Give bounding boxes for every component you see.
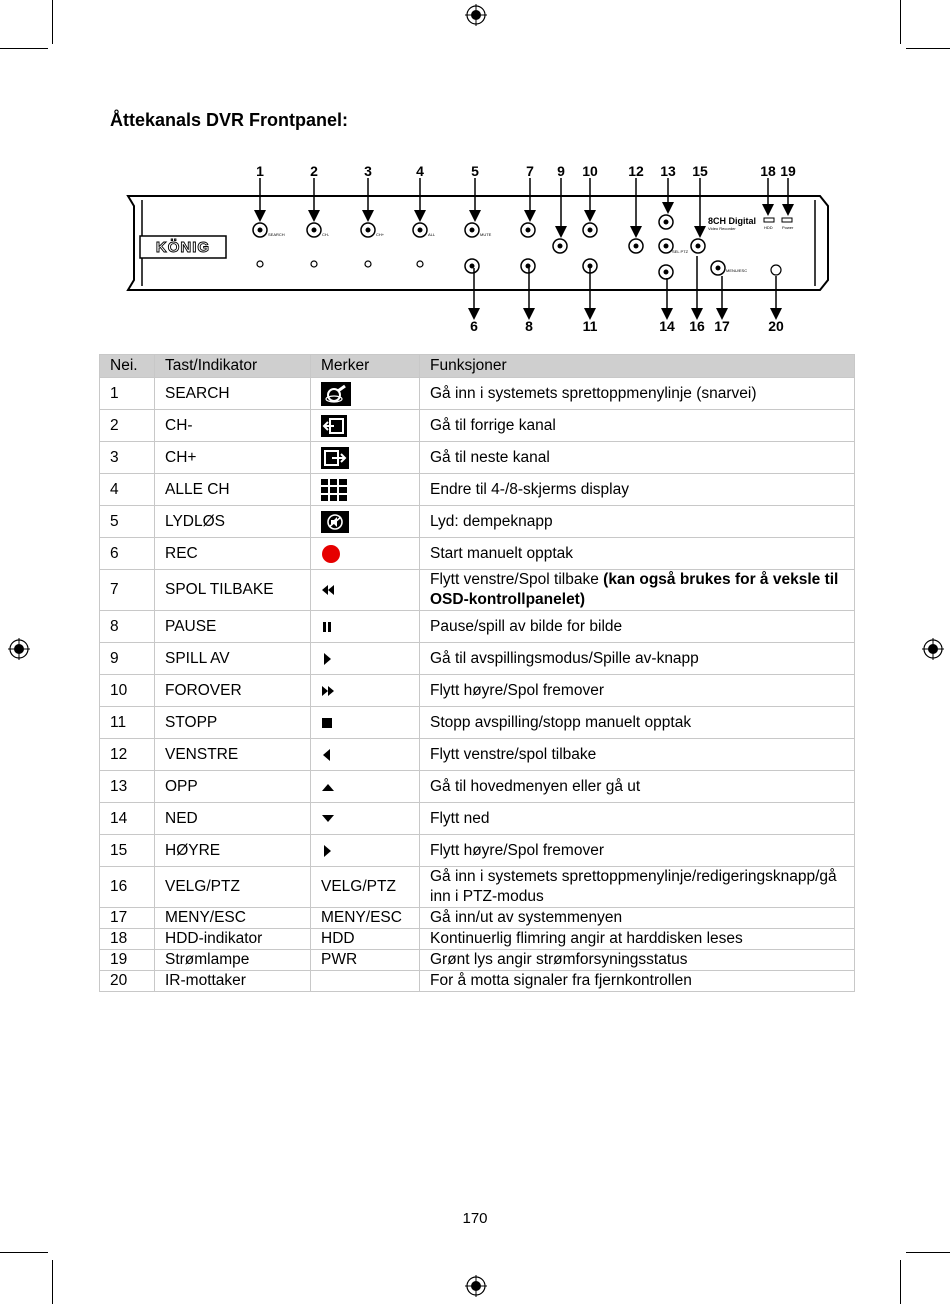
cell-key: SPOL TILBAKE xyxy=(155,570,311,611)
cell-no: 11 xyxy=(100,707,155,739)
cell-no: 15 xyxy=(100,835,155,867)
cell-no: 1 xyxy=(100,378,155,410)
function-text: Gå til forrige kanal xyxy=(430,416,556,434)
cell-no: 18 xyxy=(100,929,155,950)
cell-mark xyxy=(311,803,420,835)
model-label: 8CH Digital xyxy=(708,216,757,226)
svg-text:SEARCH: SEARCH xyxy=(268,232,285,237)
panel-body xyxy=(128,196,828,290)
callout-17: 17 xyxy=(714,318,730,334)
cell-function xyxy=(420,950,855,971)
function-text: Gå til hovedmenyen eller gå ut xyxy=(430,777,641,795)
cell-function xyxy=(420,771,855,803)
cell-mark xyxy=(311,739,420,771)
table-row xyxy=(100,442,855,474)
function-text: Stopp avspilling/stopp manuelt opptak xyxy=(430,713,692,731)
model-sublabel: Video Recorder xyxy=(708,226,736,231)
record-dot-icon xyxy=(321,544,419,564)
cell-no: 12 xyxy=(100,739,155,771)
play-icon xyxy=(321,652,419,666)
cell-mark xyxy=(311,643,420,675)
table-row xyxy=(100,643,855,675)
cell-key: STOPP xyxy=(155,707,311,739)
cell-key: CH- xyxy=(155,410,311,442)
callout-12: 12 xyxy=(628,163,644,179)
table-row xyxy=(100,835,855,867)
cell-no: 7 xyxy=(100,570,155,611)
arrow-left-icon xyxy=(321,748,419,762)
table-row xyxy=(100,707,855,739)
crop-mark xyxy=(52,1260,53,1304)
svg-text:MUTE: MUTE xyxy=(480,232,492,237)
cell-function xyxy=(420,739,855,771)
cell-mark: VELG/PTZ xyxy=(311,867,420,908)
header-function: Funksjoner xyxy=(420,355,855,378)
cell-no: 10 xyxy=(100,675,155,707)
function-text: Gå til neste kanal xyxy=(430,448,550,466)
svg-text:MENU/ESC: MENU/ESC xyxy=(726,268,748,273)
arrow-up-icon xyxy=(321,782,419,792)
arrow-down-icon xyxy=(321,814,419,824)
table-row xyxy=(100,570,855,611)
function-text: Flytt venstre/spol tilbake xyxy=(430,745,597,763)
brand-logo-text: KÖNIG xyxy=(155,239,211,256)
function-text: Flytt høyre/Spol fremover xyxy=(430,841,604,859)
cell-function xyxy=(420,643,855,675)
function-text: Gå inn/ut av systemmenyen xyxy=(430,909,623,926)
header-key: Tast/Indikator xyxy=(155,355,311,378)
callout-10: 10 xyxy=(582,163,598,179)
callout-14: 14 xyxy=(659,318,675,334)
function-text: Flytt høyre/Spol fremover xyxy=(430,681,604,699)
registration-mark-icon xyxy=(465,4,487,26)
function-text: Flytt venstre/Spol tilbake xyxy=(430,571,599,588)
function-table xyxy=(99,354,855,992)
cell-no: 4 xyxy=(100,474,155,506)
cell-mark xyxy=(311,611,420,643)
function-text: Gå til avspillingsmodus/Spille av-knapp xyxy=(430,649,699,667)
cell-key: HØYRE xyxy=(155,835,311,867)
stop-icon xyxy=(321,717,419,729)
crop-mark xyxy=(900,0,901,44)
callout-5: 5 xyxy=(471,163,479,179)
mute-icon xyxy=(321,511,419,533)
cell-function xyxy=(420,707,855,739)
callout-1: 1 xyxy=(256,163,264,179)
svg-text:HDD: HDD xyxy=(764,225,773,230)
table-row xyxy=(100,929,855,950)
table-row xyxy=(100,739,855,771)
cell-no: 6 xyxy=(100,538,155,570)
cell-function xyxy=(420,611,855,643)
ir-receiver xyxy=(771,265,781,275)
power-led xyxy=(782,218,792,222)
cell-function xyxy=(420,803,855,835)
cell-key: NED xyxy=(155,803,311,835)
cell-mark xyxy=(311,410,420,442)
cell-function xyxy=(420,442,855,474)
table-row xyxy=(100,971,855,992)
cell-no: 17 xyxy=(100,908,155,929)
cell-key: SPILL AV xyxy=(155,643,311,675)
table-row xyxy=(100,803,855,835)
table-row xyxy=(100,950,855,971)
cell-key: VELG/PTZ xyxy=(155,867,311,908)
pause-icon xyxy=(321,621,419,633)
cell-no: 19 xyxy=(100,950,155,971)
cell-key: HDD-indikator xyxy=(155,929,311,950)
callout-15: 15 xyxy=(692,163,708,179)
rewind-icon xyxy=(321,584,419,596)
cell-function xyxy=(420,908,855,929)
callout-19: 19 xyxy=(780,163,796,179)
function-text: Lyd: dempeknapp xyxy=(430,512,553,530)
header-no: Nei. xyxy=(100,355,155,378)
function-note: (kan også brukes for å veksle til OSD-kontrollpanelet) xyxy=(430,571,839,608)
callout-3: 3 xyxy=(364,163,372,179)
cell-function xyxy=(420,570,855,611)
cell-mark xyxy=(311,675,420,707)
cell-mark xyxy=(311,570,420,611)
registration-mark-icon xyxy=(8,638,30,660)
cell-key: SEARCH xyxy=(155,378,311,410)
cell-no: 9 xyxy=(100,643,155,675)
cell-mark: MENY/ESC xyxy=(311,908,420,929)
registration-mark-icon xyxy=(465,1275,487,1297)
cell-mark xyxy=(311,971,420,992)
cell-key: MENY/ESC xyxy=(155,908,311,929)
function-text: Start manuelt opptak xyxy=(430,544,574,562)
table-row xyxy=(100,538,855,570)
channel-minus-icon xyxy=(321,415,419,437)
cell-mark xyxy=(311,506,420,538)
cell-function xyxy=(420,506,855,538)
cell-mark xyxy=(311,835,420,867)
cell-function xyxy=(420,675,855,707)
callout-13: 13 xyxy=(660,163,676,179)
cell-mark xyxy=(311,707,420,739)
header-mark: Merker xyxy=(311,355,420,378)
cell-no: 20 xyxy=(100,971,155,992)
cell-key: REC xyxy=(155,538,311,570)
cell-key: PAUSE xyxy=(155,611,311,643)
cell-no: 16 xyxy=(100,867,155,908)
callout-18: 18 xyxy=(760,163,776,179)
table-row xyxy=(100,378,855,410)
function-text: Endre til 4-/8-skjerms display xyxy=(430,480,629,498)
cell-key: Strømlampe xyxy=(155,950,311,971)
cell-no: 13 xyxy=(100,771,155,803)
table-header-row xyxy=(100,355,855,378)
cell-mark xyxy=(311,378,420,410)
cell-key: ALLE CH xyxy=(155,474,311,506)
function-text: Kontinuerlig flimring angir at harddisken leses xyxy=(430,930,743,947)
function-text: Grønt lys angir strømforsyningsstatus xyxy=(430,951,688,968)
cell-no: 8 xyxy=(100,611,155,643)
callout-9: 9 xyxy=(557,163,565,179)
cell-function xyxy=(420,538,855,570)
function-text: Flytt ned xyxy=(430,809,490,827)
cell-mark xyxy=(311,474,420,506)
function-text: For å motta signaler fra fjernkontrollen xyxy=(430,972,692,989)
cell-key: OPP xyxy=(155,771,311,803)
svg-text:SEL PTZ: SEL PTZ xyxy=(672,249,689,254)
callout-7: 7 xyxy=(526,163,534,179)
svg-text:Power: Power xyxy=(782,225,794,230)
svg-text:ALL: ALL xyxy=(428,232,436,237)
crop-mark xyxy=(900,1260,901,1304)
callout-11: 11 xyxy=(582,318,598,334)
table-row xyxy=(100,506,855,538)
callout-20: 20 xyxy=(768,318,784,334)
table-row xyxy=(100,908,855,929)
table-row xyxy=(100,410,855,442)
cell-mark xyxy=(311,442,420,474)
cell-function xyxy=(420,835,855,867)
arrow-right-icon xyxy=(321,844,419,858)
registration-mark-icon xyxy=(922,638,944,660)
callout-16: 16 xyxy=(689,318,705,334)
crop-mark xyxy=(906,48,950,49)
svg-text:CH+: CH+ xyxy=(376,232,385,237)
cell-function xyxy=(420,929,855,950)
table-row xyxy=(100,675,855,707)
cell-no: 14 xyxy=(100,803,155,835)
channel-plus-icon xyxy=(321,447,419,469)
search-magnifier-icon xyxy=(321,382,419,406)
function-text: Gå inn i systemets sprettoppmenylinje (snarvei) xyxy=(430,384,757,402)
fast-forward-icon xyxy=(321,685,419,697)
cell-mark xyxy=(311,771,420,803)
cell-no: 2 xyxy=(100,410,155,442)
cell-key: CH+ xyxy=(155,442,311,474)
cell-key: FOROVER xyxy=(155,675,311,707)
table-row xyxy=(100,474,855,506)
hdd-led xyxy=(764,218,774,222)
page-title: Åttekanals DVR Frontpanel: xyxy=(110,110,349,130)
callout-2: 2 xyxy=(310,163,318,179)
cell-no: 5 xyxy=(100,506,155,538)
grid-icon xyxy=(321,479,419,501)
table-row xyxy=(100,867,855,908)
cell-mark xyxy=(311,538,420,570)
dvr-front-panel-figure xyxy=(120,160,830,335)
page-number: 170 xyxy=(462,1210,488,1227)
cell-no: 3 xyxy=(100,442,155,474)
function-text: Pause/spill av bilde for bilde xyxy=(430,617,623,635)
crop-mark xyxy=(0,1252,48,1253)
callout-6: 6 xyxy=(470,318,478,334)
table-body xyxy=(100,378,855,992)
crop-mark xyxy=(0,48,48,49)
cell-mark: PWR xyxy=(311,950,420,971)
cell-key: LYDLØS xyxy=(155,506,311,538)
cell-function xyxy=(420,378,855,410)
cell-function xyxy=(420,474,855,506)
cell-function xyxy=(420,410,855,442)
callout-8: 8 xyxy=(525,318,533,334)
function-text: Gå inn i systemets sprettoppmenylinje/redigeringsknapp/gå inn i PTZ-modus xyxy=(430,868,837,905)
table-row xyxy=(100,611,855,643)
crop-mark xyxy=(906,1252,950,1253)
cell-function xyxy=(420,867,855,908)
cell-function xyxy=(420,971,855,992)
svg-text:CH-: CH- xyxy=(322,232,330,237)
cell-mark: HDD xyxy=(311,929,420,950)
crop-mark xyxy=(52,0,53,44)
cell-key: IR-mottaker xyxy=(155,971,311,992)
cell-key: VENSTRE xyxy=(155,739,311,771)
callout-4: 4 xyxy=(416,163,424,179)
table-row xyxy=(100,771,855,803)
